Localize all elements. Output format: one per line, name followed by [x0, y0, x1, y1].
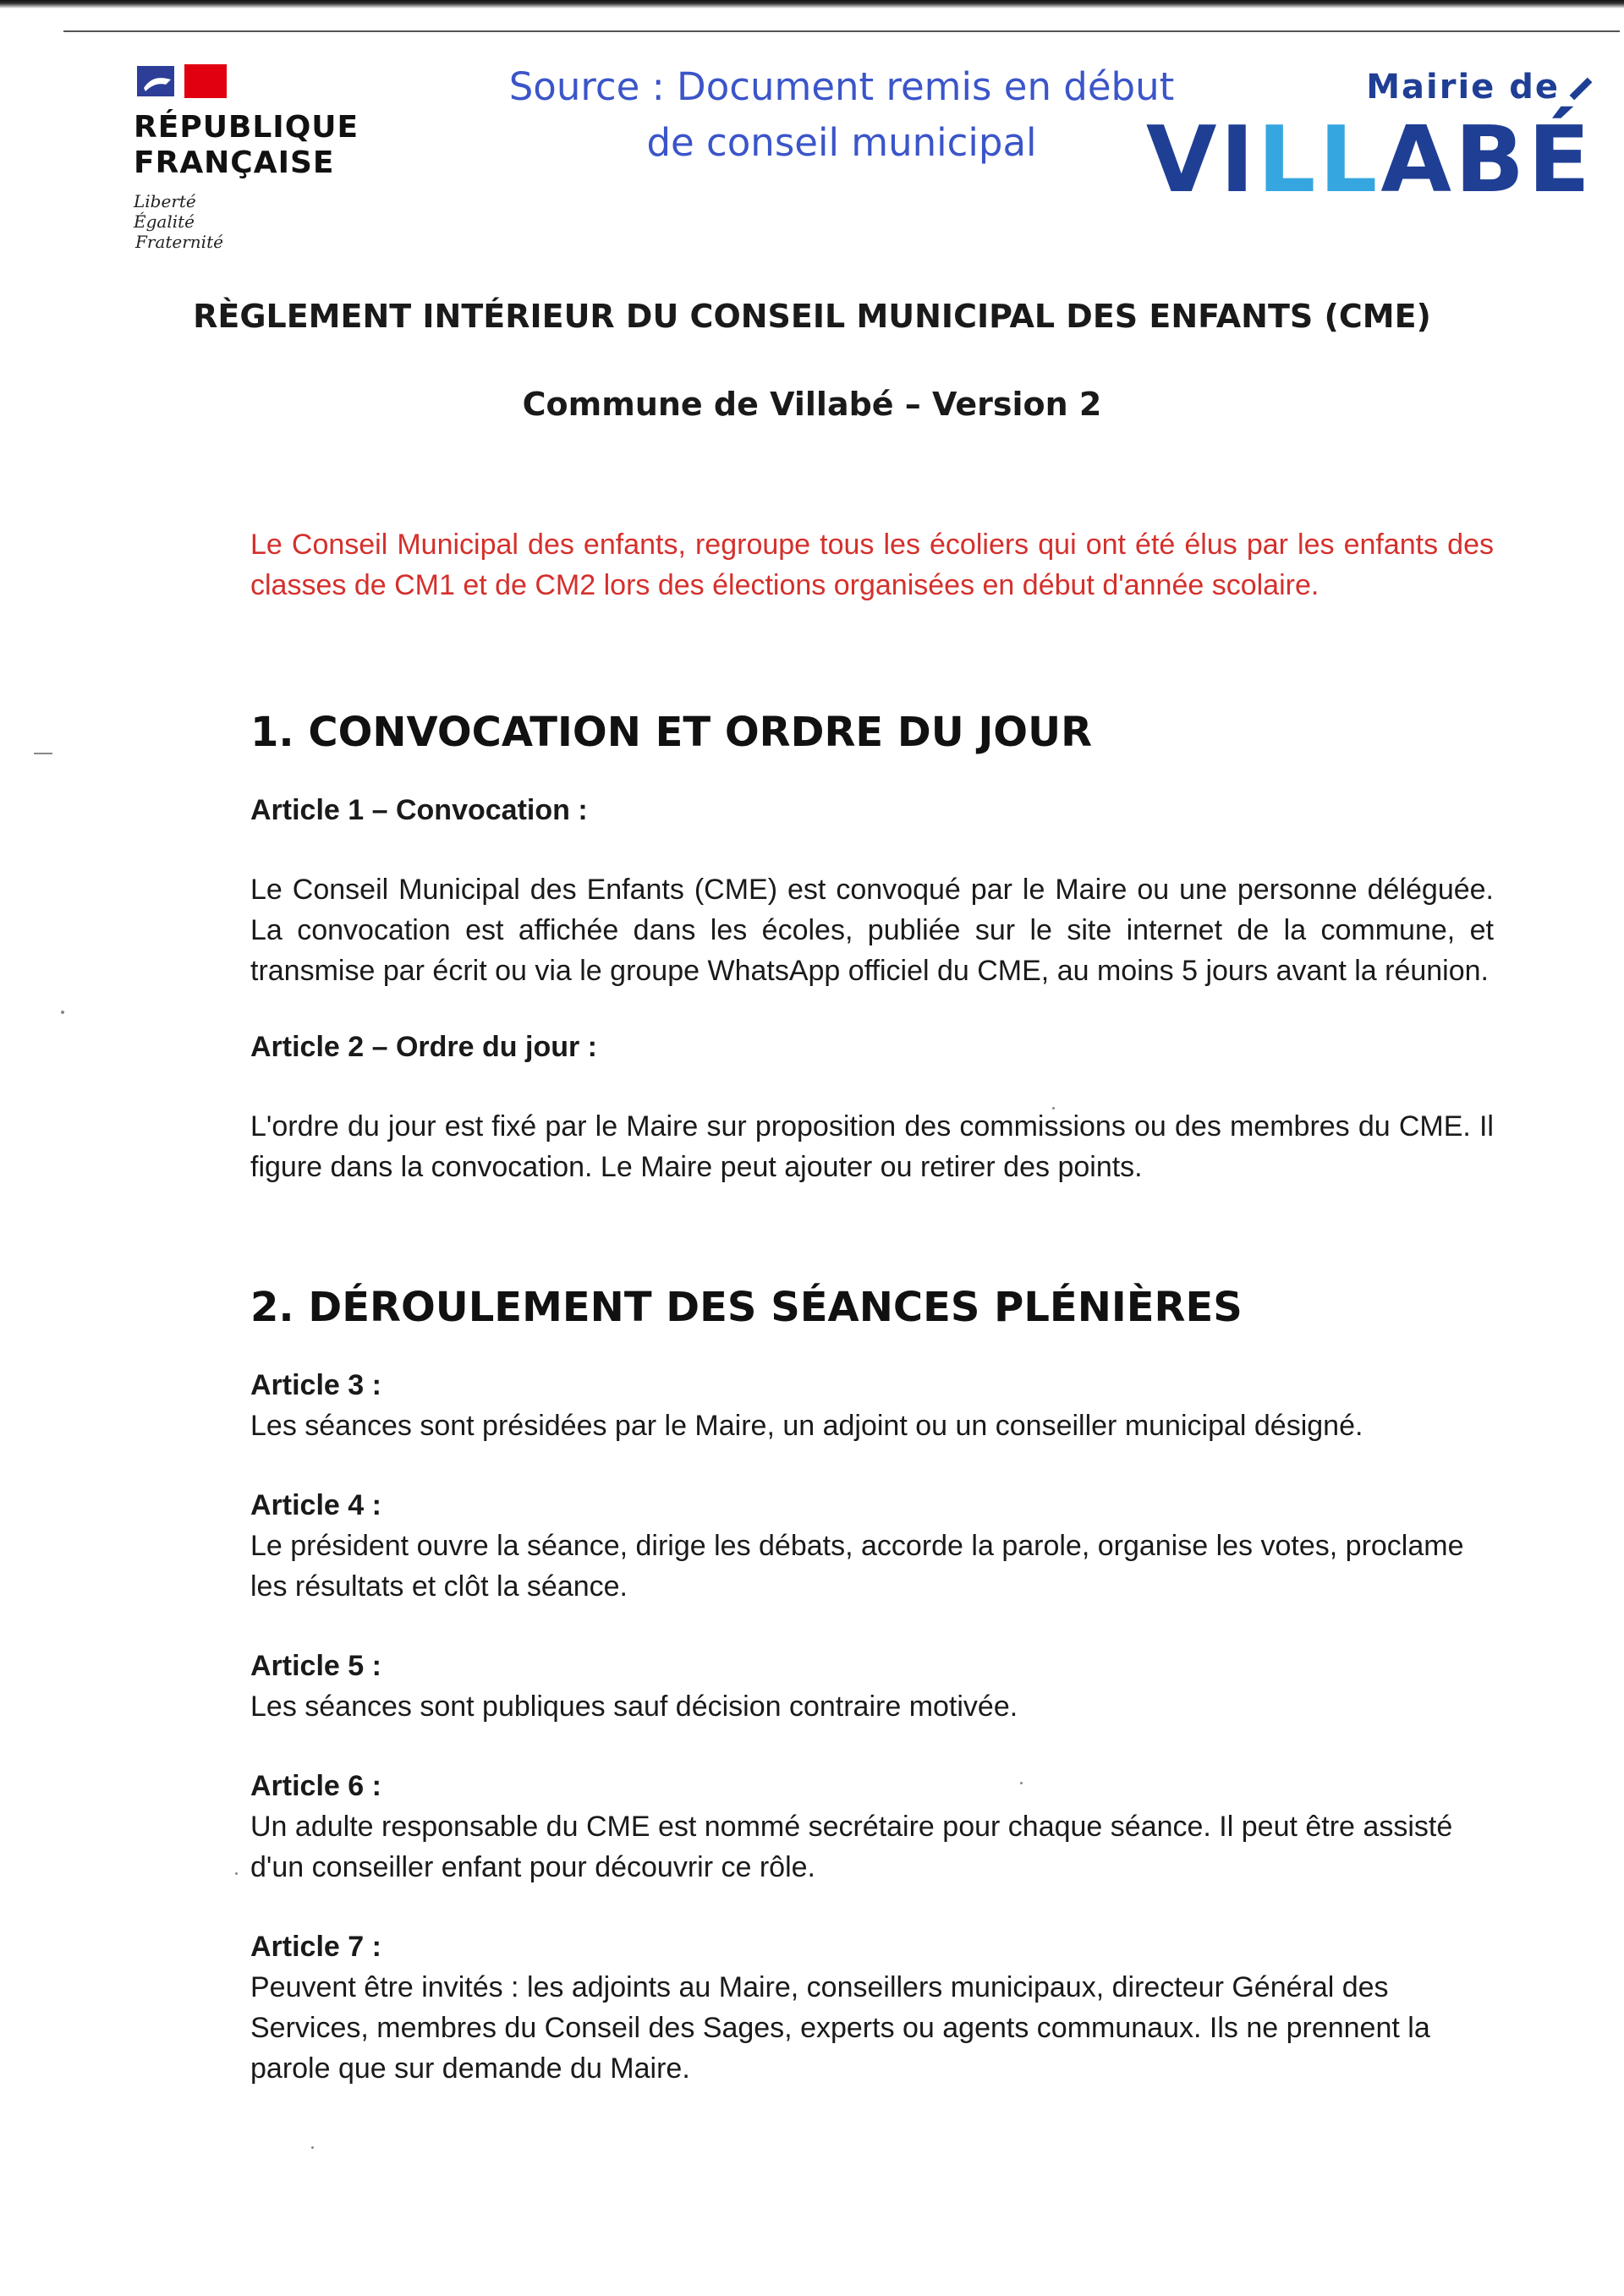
slash-icon	[1570, 78, 1593, 101]
scan-line	[63, 30, 1620, 32]
intro-paragraph: Le Conseil Municipal des enfants, regroupe tous les écoliers qui ont été élus par les enfants des classes de CM1 et de CM2 lors des élections organisées en début d'année scolaire.	[250, 529, 1494, 601]
wordmark-part-2: ABÉ	[1380, 107, 1594, 213]
article-7-text: Peuvent être invités : les adjoints au Maire, conseillers municipaux, directeur Général des Services, membres du Conseil des Sages, experts ou agents communaux. Ils ne prennent la parole que sur demande du Maire.	[250, 1971, 1430, 2085]
section-heading: 1. CONVOCATION ET ORDRE DU JOUR	[250, 709, 1093, 756]
source-line-2: de conseil municipal	[646, 120, 1037, 165]
republique-francaise-name	[134, 110, 387, 181]
article-3-text: Les séances sont présidées par le Maire, un adjoint ou un conseiller municipal désigné.	[250, 1410, 1363, 1442]
scan-speck	[34, 753, 52, 754]
source-note	[474, 59, 1210, 171]
article-2-title: Article 2 – Ordre du jour :	[250, 1031, 597, 1063]
section-2	[250, 1282, 1494, 2089]
scan-speck	[1052, 1107, 1055, 1110]
mairie-villabe-logo	[1145, 64, 1599, 213]
document-title: RÈGLEMENT INTÉRIEUR DU CONSEIL MUNICIPAL DES ENFANTS (CME)	[193, 298, 1431, 335]
article-2-text: L'ordre du jour est fixé par le Maire sur proposition des commissions ou des membres du CME. Il figure dans la convocation. Le Maire peut ajouter ou retirer des points.	[250, 1110, 1494, 1183]
scan-speck	[235, 1872, 238, 1875]
document-subtitle: Commune de Villabé – Version 2	[522, 386, 1102, 423]
motto-fraternite: Fraternité	[135, 232, 223, 252]
article-4-title: Article 4 :	[250, 1489, 381, 1521]
article-1-text: Le Conseil Municipal des Enfants (CME) est convoqué par le Maire ou une personne déléguée. La convocation est affichée dans les écoles, publiée sur le site internet de la commune, et transmise par écrit ou via le groupe WhatsApp officiel du CME, au moins 5 jours avant la réunion.	[250, 874, 1494, 987]
article-3-title: Article 3 :	[250, 1369, 381, 1401]
article-4-text: Le président ouvre la séance, dirige les débats, accorde la parole, organise les votes, proclame les résultats et clôt la séance.	[250, 1530, 1464, 1603]
scan-speck	[61, 1011, 64, 1014]
marianne-flag-icon	[137, 64, 232, 98]
article-6-title: Article 6 :	[250, 1770, 381, 1802]
section-1	[250, 707, 1494, 1187]
wordmark-part-1: VI	[1145, 107, 1258, 213]
mairie-label	[1366, 68, 1594, 107]
rf-name-line-2: FRANÇAISE	[134, 145, 335, 180]
motto-liberte: Liberté	[134, 191, 196, 211]
article-6-text: Un adulte responsable du CME est nommé secrétaire pour chaque séance. Il peut être assisté d'un conseiller enfant pour découvrir ce rôle.	[250, 1811, 1453, 1883]
republique-francaise-logo	[134, 64, 387, 252]
scan-speck	[311, 2146, 314, 2149]
article-1-title: Article 1 – Convocation :	[250, 794, 588, 826]
section-heading: 2. DÉROULEMENT DES SÉANCES PLÉNIÈRES	[250, 1284, 1243, 1331]
article-7-title: Article 7 :	[250, 1931, 381, 1963]
article-5-title: Article 5 :	[250, 1650, 381, 1682]
villabe-wordmark	[1145, 107, 1594, 213]
scan-speck	[1020, 1782, 1023, 1784]
scan-edge	[0, 0, 1624, 8]
rf-motto	[134, 191, 387, 252]
wordmark-part-ll: LL	[1257, 107, 1381, 213]
article-5-text: Les séances sont publiques sauf décision contraire motivée.	[250, 1690, 1018, 1723]
mairie-label-text: Mairie de	[1366, 68, 1560, 107]
rf-name-line-1: RÉPUBLIQUE	[134, 110, 359, 145]
source-line-1: Source : Document remis en début	[508, 64, 1175, 109]
motto-egalite: Égalité	[134, 211, 195, 232]
